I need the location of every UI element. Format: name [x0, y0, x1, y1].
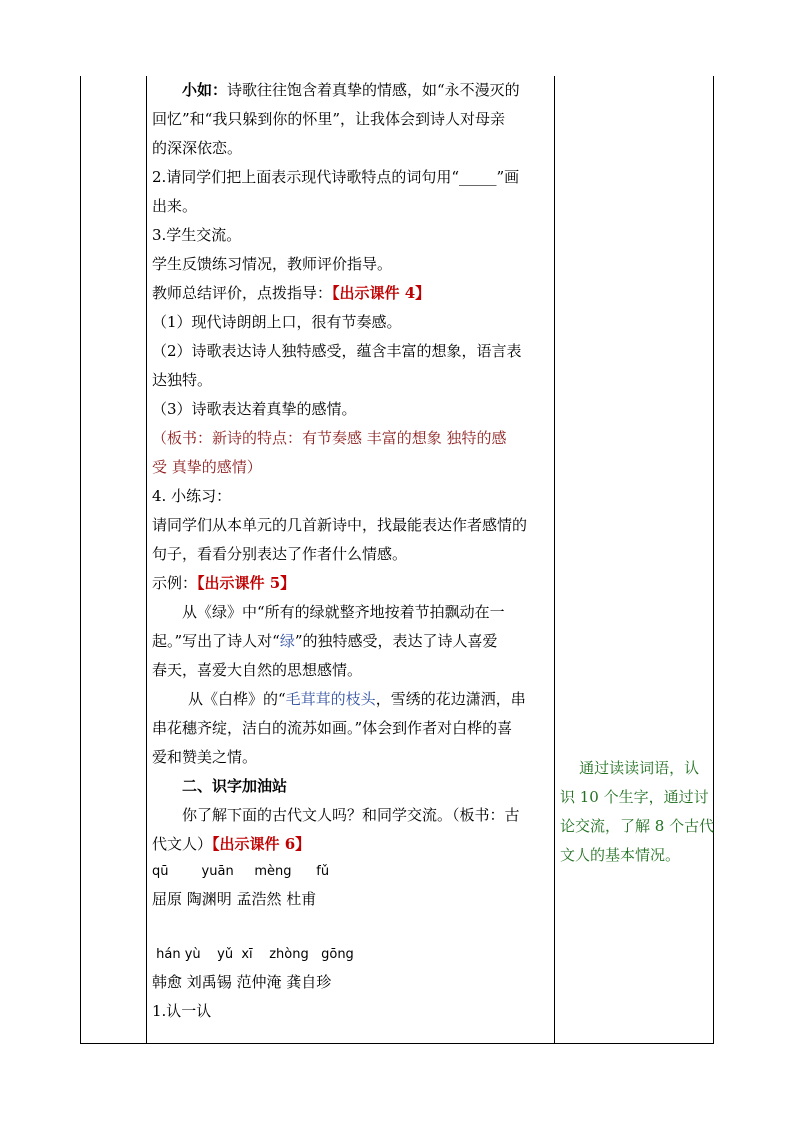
instruction-3: 3.学生交流。 [152, 226, 242, 244]
paragraph-line: 春天，喜爱大自然的思想感情。 [152, 661, 363, 679]
teaching-process-cell [152, 76, 552, 1026]
paragraph-line: 达独特。 [152, 371, 213, 389]
table-border-right [713, 76, 714, 1044]
paragraph-line: 串花穗齐绽，洁白的流苏如画。”体会到作者对白桦的喜 [152, 719, 513, 737]
example-green-line: 起。”写出了诗人对“绿”的独特感受，表达了诗人喜爱 [152, 632, 498, 650]
point-1: （1）现代诗朗朗上口，很有节奏感。 [152, 313, 402, 331]
example-line: 示例：【出示课件 5】 [152, 574, 296, 592]
literati-question-line: 代文人）【出示课件 6】 [152, 835, 311, 853]
intent-line: 通过读读词语，认 [560, 759, 700, 777]
table-divider-2 [554, 76, 555, 1044]
courseware-tag: 【出示课件 4】 [332, 284, 431, 302]
paragraph-line: 句子，看看分别表达了作者什么情感。 [152, 545, 408, 563]
blackboard-note: （板书：新诗的特点：有节奏感 丰富的想象 独特的感 [152, 429, 507, 447]
point-2: （2）诗歌表达诗人独特感受，蕴含丰富的想象，语言表 [152, 342, 522, 360]
step-heading: 1.认一认 [152, 1002, 212, 1020]
names-row: 屈原 陶渊明 孟浩然 杜甫 [152, 890, 317, 908]
exercise-heading: 4. 小练习： [152, 487, 232, 505]
paragraph-line: 爱和赞美之情。 [152, 748, 258, 766]
speaker-name: 小如： [182, 81, 228, 99]
paragraph-line: 回忆”和“我只躲到你的怀里”，让我体会到诗人对母亲 [152, 110, 506, 128]
table-border-left [80, 76, 81, 1044]
design-intent-cell [560, 754, 715, 870]
lesson-table [80, 76, 714, 1044]
section-heading: 二、识字加油站 [182, 777, 288, 795]
paragraph-line: 出来。 [152, 197, 198, 215]
literati-question: 你了解下面的古代文人吗？和同学交流。（板书：古 [182, 806, 520, 824]
courseware-tag: 【出示课件 6】 [212, 835, 311, 853]
example-green: 从《绿》中“所有的绿就整齐地按着节拍飘动在一 [182, 603, 505, 621]
feedback-line: 学生反馈练习情况，教师评价指导。 [152, 255, 393, 273]
summary-line: 教师总结评价，点拨指导：【出示课件 4】 [152, 284, 431, 302]
paragraph-line: 的深深依恋。 [152, 139, 243, 157]
paragraph-xiaoru: 小如：诗歌往往饱含着真挚的情感，如“永不漫灭的 [182, 81, 520, 99]
example-birch: 从《白桦》的“毛茸茸的枝头，雪绣的花边潇洒，串 [188, 690, 526, 708]
intent-line: 文人的基本情况。 [560, 846, 681, 864]
blackboard-note: 受 真挚的感情） [152, 458, 262, 476]
pinyin-row: hán yù yǔ xī zhòng gōng [152, 947, 354, 962]
table-divider-1 [146, 76, 147, 1044]
names-row: 韩愈 刘禹锡 范仲淹 龚自珍 [152, 973, 332, 991]
point-3: （3）诗歌表达着真挚的感情。 [152, 400, 357, 418]
instruction-2: 2.请同学们把上面表示现代诗歌特点的词句用“_____”画 [152, 168, 520, 186]
courseware-tag: 【出示课件 5】 [197, 574, 296, 592]
pinyin-row: qū yuān mèng fǔ [152, 864, 330, 879]
exercise-text: 请同学们从本单元的几首新诗中，找最能表达作者感情的 [152, 516, 528, 534]
intent-line: 论交流，了解 8 个古代 [560, 817, 715, 835]
intent-line: 识 10 个生字，通过讨 [560, 788, 709, 806]
table-border-bottom [80, 1043, 714, 1044]
